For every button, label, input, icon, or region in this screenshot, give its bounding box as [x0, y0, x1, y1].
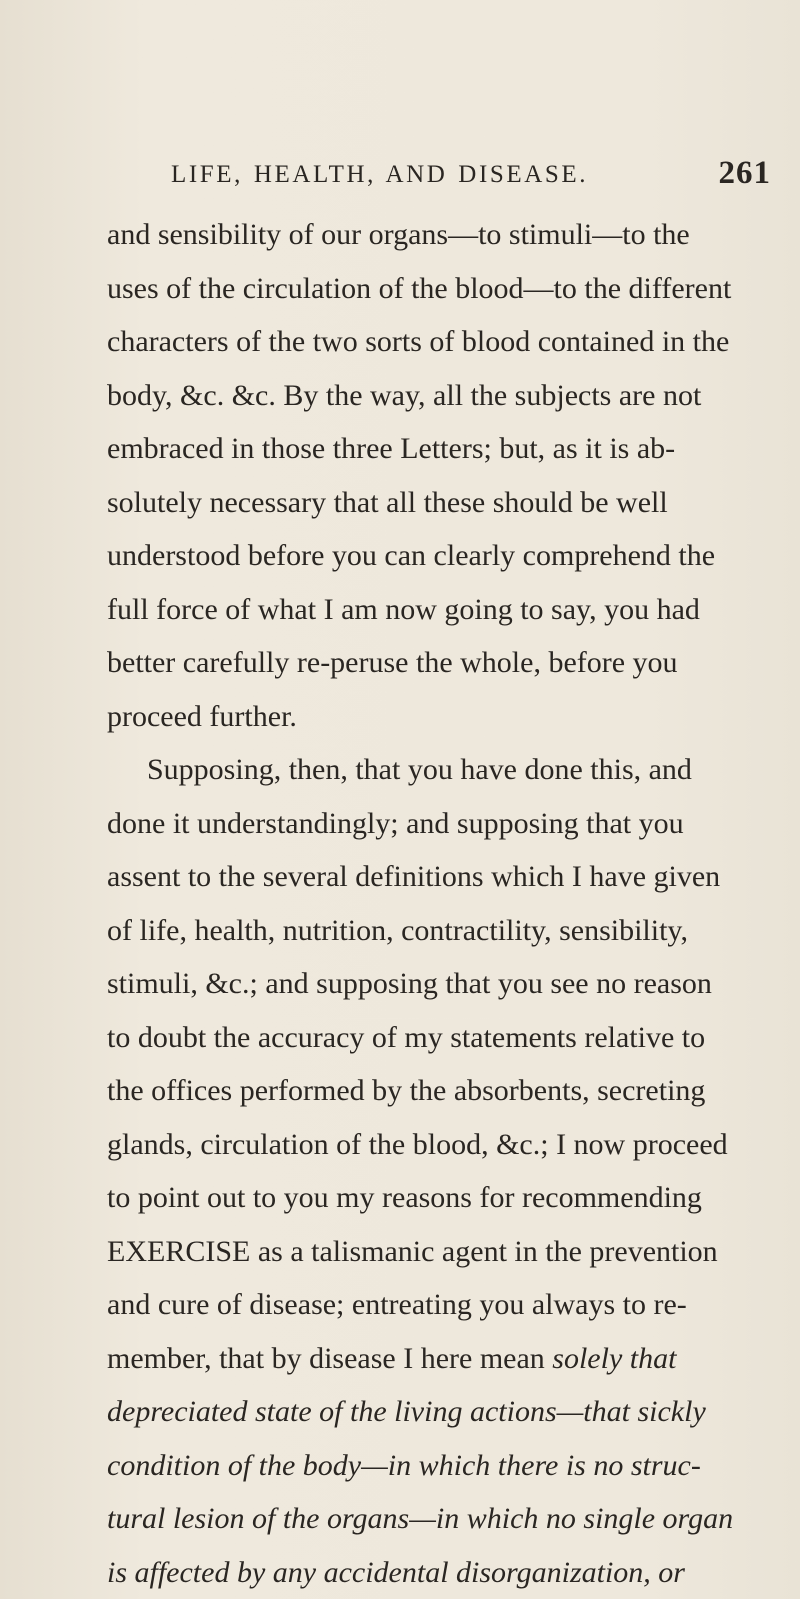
- text-line: body, &c. &c. By the way, all the subjects are not: [107, 369, 630, 423]
- text-line: the offices performed by the absorbents, secreting: [107, 1064, 630, 1118]
- text-line: stimuli, &c.; and supposing that you see no reason: [107, 957, 630, 1011]
- text-line: Supposing, then, that you have done this, and: [107, 743, 630, 797]
- text-line-mixed: [107, 1332, 630, 1386]
- text-line: solutely necessary that all these should be well: [107, 476, 630, 530]
- text-line: and cure of disease; entreating you always to re-: [107, 1278, 630, 1332]
- text-line: proceed further.: [107, 690, 630, 744]
- text-line: done it understandingly; and supposing that you: [107, 797, 630, 851]
- text-line-italic-part: solely that: [552, 1342, 676, 1375]
- page-number: 261: [719, 155, 772, 192]
- running-head: [171, 157, 781, 197]
- text-line: full force of what I am now going to say, you had: [107, 583, 630, 637]
- text-line-italic: is affected by any accidental disorganization, or: [107, 1546, 630, 1599]
- text-line-italic: tural lesion of the organs—in which no single organ: [107, 1492, 630, 1546]
- text-line: glands, circulation of the blood, &c.; I now proceed: [107, 1118, 630, 1172]
- text-line-italic: condition of the body—in which there is no struc-: [107, 1439, 630, 1493]
- text-line: uses of the circulation of the blood—to the different: [107, 262, 630, 316]
- text-line-roman-part: member, that by disease I here mean: [107, 1342, 545, 1375]
- text-line: to point out to you my reasons for recommending: [107, 1171, 630, 1225]
- text-line: of life, health, nutrition, contractility, sensibility,: [107, 904, 630, 958]
- text-line: EXERCISE as a talismanic agent in the prevention: [107, 1225, 630, 1279]
- text-line: characters of the two sorts of blood contained in the: [107, 315, 630, 369]
- text-line: understood before you can clearly comprehend the: [107, 529, 630, 583]
- running-title: LIFE, HEALTH, AND DISEASE.: [171, 161, 588, 189]
- text-line: and sensibility of our organs—to stimuli—to the: [107, 208, 630, 262]
- body-text: [107, 208, 630, 1599]
- text-line-italic: depreciated state of the living actions—that sickly: [107, 1385, 630, 1439]
- text-line: assent to the several definitions which I have given: [107, 850, 630, 904]
- text-line: embraced in those three Letters; but, as it is ab-: [107, 422, 630, 476]
- text-line: to doubt the accuracy of my statements relative to: [107, 1011, 630, 1065]
- text-line: better carefully re-peruse the whole, before you: [107, 636, 630, 690]
